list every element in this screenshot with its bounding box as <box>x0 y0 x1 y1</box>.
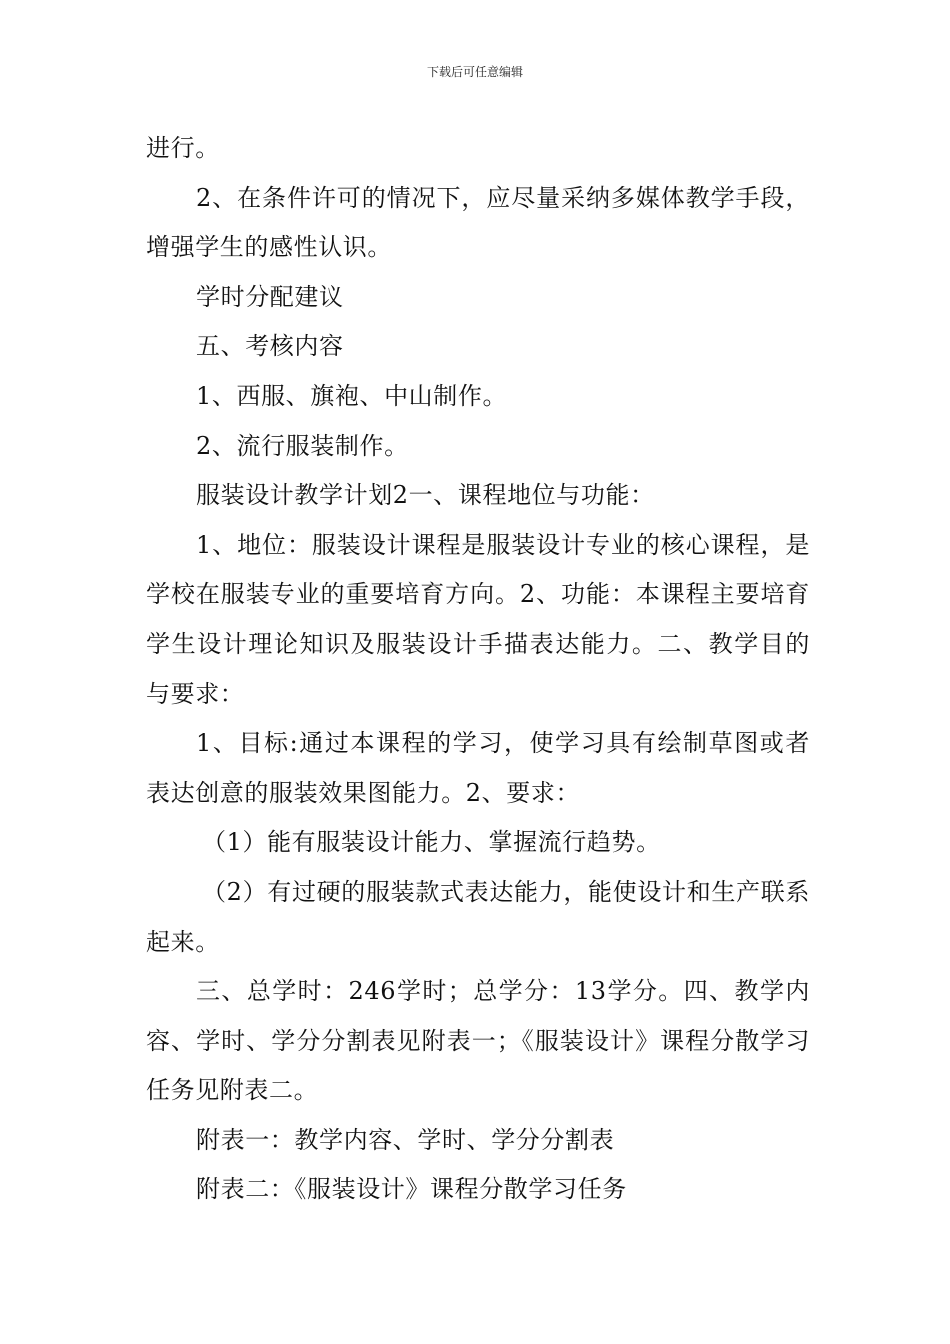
paragraph-multimedia: 2、在条件许可的情况下，应尽量采纳多媒体教学手段，增强学生的感性认识。 <box>146 183 810 262</box>
list-item-assessment-2: 2、流行服装制作。 <box>196 431 409 460</box>
page-header: 下载后可任意编辑 <box>426 65 523 79</box>
list-item-requirement-2: （2）有过硬的服装款式表达能力，能使设计和生产联系起来。 <box>146 877 810 956</box>
paragraph-total-hours: 三、总学时：246学时；总学分：13学分。四、教学内容、学时、学分分割表见附表一；《服装设计》课程分散学习任务见附表二。 <box>146 977 810 1105</box>
list-item-requirement-1: （1）能有服装设计能力、掌握流行趋势。 <box>202 828 661 857</box>
paragraph-continuation: 进行。 <box>146 134 220 162</box>
document-body <box>146 124 810 1215</box>
paragraph-plan2-title: 服装设计教学计划2一、课程地位与功能： <box>196 481 655 510</box>
paragraph-appendix-2: 附表二：《服装设计》课程分散学习任务 <box>196 1175 627 1204</box>
paragraph-hours-suggestion: 学时分配建议 <box>196 282 344 311</box>
paragraph-appendix-1: 附表一：教学内容、学时、学分分割表 <box>196 1125 615 1154</box>
paragraph-goal-requirements: 1、目标:通过本课程的学习，使学习具有绘制草图或者表达创意的服装效果图能力。2、要求： <box>146 729 810 807</box>
paragraph-position-function: 1、地位：服装设计课程是服装设计专业的核心课程，是学校在服装专业的重要培育方向。2、功能：本课程主要培育学生设计理论知识及服装设计手描表达能力。二、教学目的与要求： <box>146 530 810 708</box>
section-heading-assessment: 五、考核内容 <box>196 332 344 361</box>
list-item-assessment-1: 1、西服、旗袍、中山制作。 <box>196 381 508 410</box>
